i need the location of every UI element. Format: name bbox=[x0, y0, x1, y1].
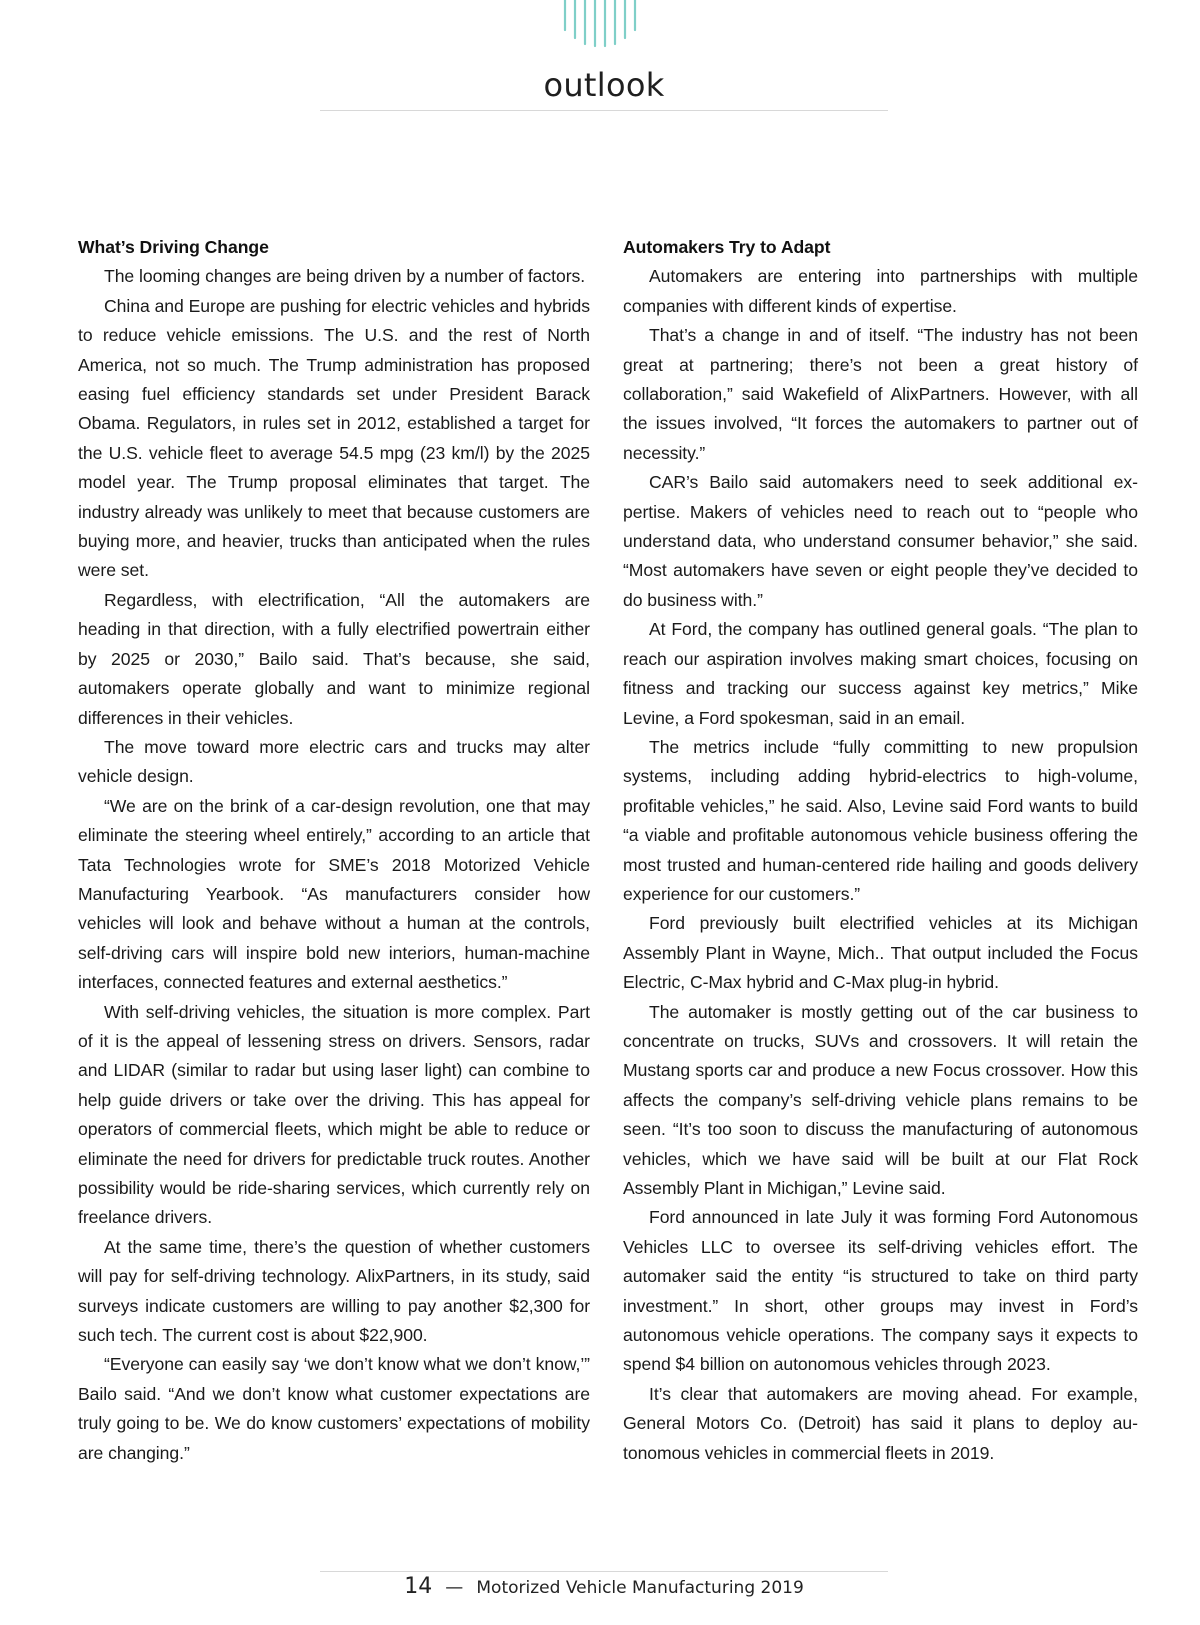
section-title: outlook bbox=[543, 66, 665, 104]
left-column-heading: What’s Driving Change bbox=[78, 237, 269, 257]
body-paragraph: CAR’s Bailo said automakers need to seek additional expertise. Makers of vehicles need to reach out to “people who understand data, who understand consumer behavior,” she said. “Most automakers have seven or eight people they’ve decided to do business with.” bbox=[623, 472, 1138, 610]
left-column bbox=[78, 233, 590, 1468]
publication-name: Motorized Vehicle Manufacturing 2019 bbox=[476, 1578, 804, 1598]
body-paragraph: The looming changes are being driven by a number of factors. bbox=[104, 266, 586, 287]
body-paragraph: The metrics include “fully committing to new propulsion systems, including adding hybrid-electrics to high-volume, profitable vehicles,” he said. Also, Levine said Ford wants to build “a viable and profitable autonomous vehicle business offering the most trusted and human-centered ride hailing and goods delivery experience for our customers.” bbox=[623, 736, 1138, 904]
footer-divider bbox=[320, 1571, 888, 1572]
right-column-body bbox=[623, 262, 1138, 1468]
body-paragraph: Ford announced in late July it was forming Ford Autonomous Vehicles LLC to oversee its self-driving vehicles effort. The automaker said the entity “is structured to take on third party investment.” In short, other groups may invest in Ford’s autonomous vehicle operations. The company says it expects to spend $4 billion on autonomous vehicles through 2023. bbox=[623, 1207, 1138, 1375]
footer-separator: — bbox=[445, 1577, 464, 1598]
body-paragraph: The move toward more electric cars and trucks may alter vehicle design. bbox=[78, 736, 590, 787]
body-paragraph: With self-driving vehicles, the situation is more complex. Part of it is the appeal of lessening stress on drivers. Sensors, radar and LIDAR (similar to radar but using laser light) can combine to help guide drivers or take over the driving. This has appeal for operators of commercial fleets, which might be able to reduce or eliminate the need for drivers for predictable truck routes. Another possibility would be ride-sharing services, which currently rely on freelance drivers. bbox=[78, 1001, 590, 1228]
page-footer bbox=[0, 1574, 1200, 1599]
right-column bbox=[623, 233, 1138, 1468]
body-paragraph: “Everyone can easily say ‘we don’t know what we don’t know,’” Bailo said. “And we don’t know what customer expectations are truly going to be. We do know customers’ expectations of mobility are changing.” bbox=[78, 1354, 590, 1463]
body-paragraph: “We are on the brink of a car-design revolution, one that may eliminate the steering wheel entirely,” according to an article that Tata Technologies wrote for SME’s 2018 Motorized Vehicle Manufacturing Yearbook. “As manufacturers consider how vehicles will look and behave without a human at the controls, self-driving cars will inspire bold new interiors, human-machine interfaces, connected features and external aesthetics.” bbox=[78, 795, 590, 993]
vertical-lines-ornament-icon bbox=[563, 0, 643, 48]
page-number: 14 bbox=[404, 1574, 433, 1599]
body-paragraph: At the same time, there’s the question of whether customers will pay for self-driving technology. AlixPartners, in its study, said surveys indicate customers are willing to pay another $2,300 for such tech. The current cost is about $22,900. bbox=[78, 1236, 590, 1346]
right-column-heading: Automakers Try to Adapt bbox=[623, 237, 831, 257]
body-paragraph: Ford previously built electrified vehicles at its Michigan Assembly Plant in Wayne, Mich.. That output included the Focus Electric, C-Max hybrid and C-Max plug-in hybrid. bbox=[623, 913, 1138, 993]
body-paragraph: China and Europe are pushing for electric vehicles and hybrids to reduce vehicle emissions. The U.S. and the rest of North America, not so much. The Trump administration has proposed easing fuel efficiency standards set under President Barack Obama. Regulators, in rules set in 2012, established a target for the U.S. vehicle fleet to average 54.5 mpg (23 km/l) by the 2025 model year. The Trump proposal eliminates that target. The industry already was unlikely to meet that because customers are buying more, and heavier, trucks than anticipated when the rules were set. bbox=[78, 295, 590, 581]
body-paragraph: That’s a change in and of itself. “The industry has not been great at partnering; there’s not been a great history of collaboration,” said Wakefield of AlixPartners. However, with all the issues involved, “It forces the automakers to partner out of necessity.” bbox=[623, 325, 1138, 463]
body-paragraph: Automakers are entering into partnerships with multiple companies with different kinds of expertise. bbox=[623, 266, 1138, 316]
body-paragraph: The automaker is mostly getting out of the car business to concentrate on trucks, SUVs and crossovers. It will retain the Mustang sports car and produce a new Focus crossover. How this affects the company’s self-driving vehicle plans remains to be seen. “It’s too soon to discuss the manufacturing of autonomous vehicles, which we have said will be built at our Flat Rock Assembly Plant in Michigan,” Levine said. bbox=[623, 1001, 1138, 1198]
header-divider bbox=[320, 110, 888, 111]
body-paragraph: It’s clear that automakers are moving ahead. For example, General Motors Co. (Detroit) has said it plans to deploy autonomous vehicles in commercial fleets in 2019. bbox=[623, 1383, 1138, 1463]
body-paragraph: At Ford, the company has outlined general goals. “The plan to reach our aspiration involves making smart choices, focusing on fitness and tracking our success against key metrics,” Mike Levine, a Ford spokesman, said in an email. bbox=[623, 619, 1138, 728]
left-column-body bbox=[78, 262, 590, 1468]
body-paragraph: Regardless, with electrification, “All the automakers are heading in that direction, with a fully electrified powertrain either by 2025 or 2030,” Bailo said. That’s because, she said, automakers operate globally and want to minimize regional differences in their vehicles. bbox=[78, 589, 590, 728]
